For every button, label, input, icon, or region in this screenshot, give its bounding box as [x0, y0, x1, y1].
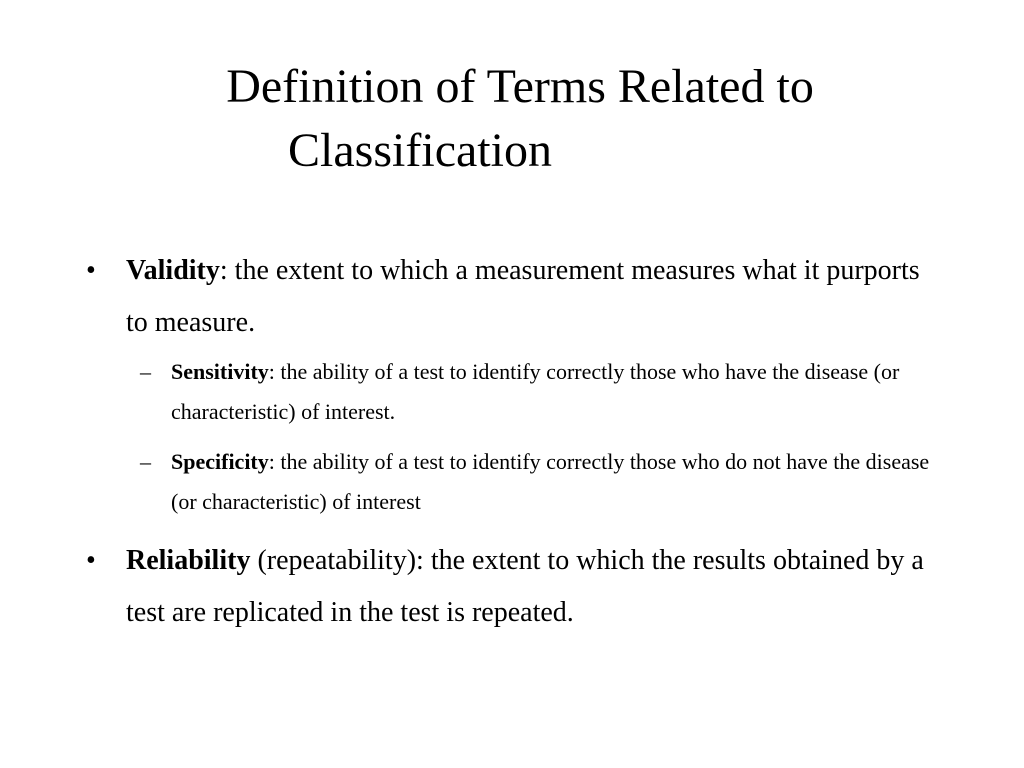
term-specificity: Specificity	[171, 449, 269, 474]
term-validity: Validity	[126, 255, 220, 286]
term-reliability: Reliability	[126, 545, 251, 576]
bullet-marker: •	[86, 545, 96, 576]
sub-bullet-text	[171, 352, 931, 432]
definition-sensitivity: : the ability of a test to identify correctly those who have the disease (or characteristic) of interest.	[171, 359, 900, 424]
slide-title	[100, 55, 940, 183]
definition-specificity: : the ability of a test to identify correctly those who do not have the disease (or characteristic) of interest	[171, 449, 930, 514]
definition-validity: : the extent to which a measurement measures what it purports to measure.	[126, 255, 920, 338]
sub-bullet-marker: –	[140, 449, 151, 474]
bullet-text	[126, 535, 926, 639]
title-line-1: Definition of Terms Related to	[226, 60, 814, 113]
sub-bullet-marker: –	[140, 359, 151, 384]
definition-reliability: (repeatability): the extent to which the results obtained by a test are replicated in the test is repeated.	[126, 545, 924, 628]
bullet-text	[126, 245, 926, 349]
bullet-marker: •	[86, 255, 96, 286]
title-line-2: Classification	[288, 124, 552, 177]
term-sensitivity: Sensitivity	[171, 359, 269, 384]
sub-bullet-text	[171, 442, 931, 522]
